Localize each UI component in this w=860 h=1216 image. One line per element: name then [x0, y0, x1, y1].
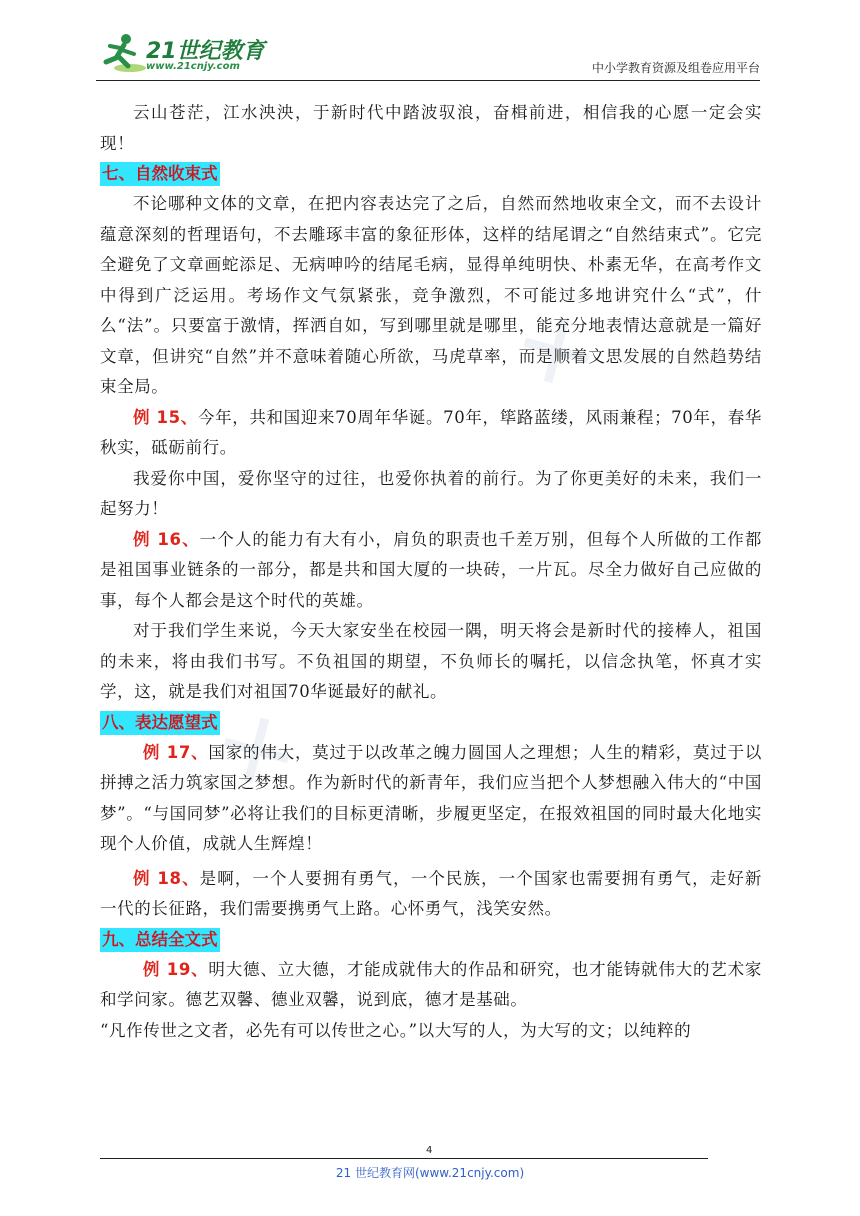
footer-divider	[100, 1158, 708, 1159]
section-heading: 九、总结全文式	[100, 928, 220, 952]
example-text: 明大德、立大德，才能成就伟大的作品和研究，也才能铸就伟大的艺术家和学问家。德艺双馨、德业双馨，说到底，德才是基础。	[100, 959, 762, 1009]
section-heading: 八、表达愿望式	[100, 711, 220, 735]
paragraph: “凡作传世之文者，必先有可以传世之心。”以大写的人，为大写的文；以纯粹的	[100, 1020, 692, 1040]
watermark: ✕	[198, 688, 317, 817]
example-paragraph	[100, 403, 762, 464]
section-heading: 七、自然收束式	[100, 162, 220, 186]
example-label: 例 17、	[142, 742, 209, 762]
example-paragraph	[100, 864, 762, 925]
example-label: 例 15、	[133, 407, 198, 427]
platform-name: 中小学教育资源及组卷应用平台	[591, 61, 760, 75]
footer-link[interactable]: 21 世纪教育网(www.21cnjy.com)	[335, 1166, 525, 1180]
page-number: 4	[426, 1145, 433, 1156]
example-label: 例 18、	[133, 868, 200, 888]
example-text: 国家的伟大，莫过于以改革之魄力圆国人之理想；人生的精彩，莫过于以拼搏之活力筑家国之梦想。作为新时代的新青年，我们应当把个人梦想融入伟大的“中国梦”。“与国同梦”必将让我们的目标更清晰，步履更坚定，在报效祖国的同时最大化地实现个人价值，成就人生辉煌！	[100, 742, 762, 853]
runner-logo-icon	[100, 32, 146, 76]
paragraph: 不论哪种文体的文章，在把内容表达完了之后，自然而然地收束全文，而不去设计蕴意深刻的哲理语句，不去雕琢丰富的象征形体，这样的结尾谓之“自然结束式”。它完全避免了文章画蛇添足、无病呻吟的结尾毛病，显得单纯明快、朴素无华，在高考作文中得到广泛运用。考场作文气氛紧张，竞争激烈，不可能过多地讲究什么“式”，什么“法”。只要富于激情，挥洒自如，写到哪里就是哪里，能充分地表情达意就是一篇好文章，但讲究“自然”并不意味着随心所欲，马虎草率，而是顺着文思发展的自然趋势结束全局。	[100, 194, 762, 396]
logo-text: 21世纪教育	[146, 39, 265, 64]
example-paragraph	[100, 955, 762, 1016]
paragraph: 云山苍茫，江水泱泱，于新时代中踏波驭浪，奋楫前进，相信我的心愿一定会实现！	[100, 103, 762, 153]
example-paragraph	[100, 525, 762, 617]
watermark: ✕	[498, 288, 617, 417]
example-text: 是啊，一个人要拥有勇气，一个民族，一个国家也需要拥有勇气，走好新一代的长征路，我们需要携勇气上路。心怀勇气，浅笑安然。	[100, 868, 762, 918]
example-label: 例 19、	[142, 959, 209, 979]
logo	[96, 30, 276, 78]
example-label: 例 16、	[133, 529, 200, 549]
page-header	[96, 30, 760, 81]
example-paragraph	[100, 738, 762, 860]
logo-url: www.21cnjy.com	[146, 61, 240, 72]
paragraph: 我爱你中国，爱你坚守的过往，也爱你执着的前行。为了你更美好的未来，我们一起努力！	[100, 468, 762, 518]
document-body	[100, 98, 762, 1046]
paragraph: 对于我们学生来说，今天大家安坐在校园一隅，明天将会是新时代的接棒人，祖国的未来，将由我们书写。不负祖国的期望，不负师长的嘱托，以信念执笔，怀真才实学，这，就是我们对祖国70华诞最好的献礼。	[100, 621, 762, 701]
example-text: 一个人的能力有大有小，肩负的职责也千差万别，但每个人所做的工作都是祖国事业链条的一部分，都是共和国大厦的一块砖，一片瓦。尽全力做好自己应做的事，每个人都会是这个时代的英雄。	[100, 529, 762, 610]
example-text: 今年，共和国迎来70周年华诞。70年，筚路蓝缕，风雨兼程；70年，春华秋实，砥砺前行。	[100, 407, 762, 457]
